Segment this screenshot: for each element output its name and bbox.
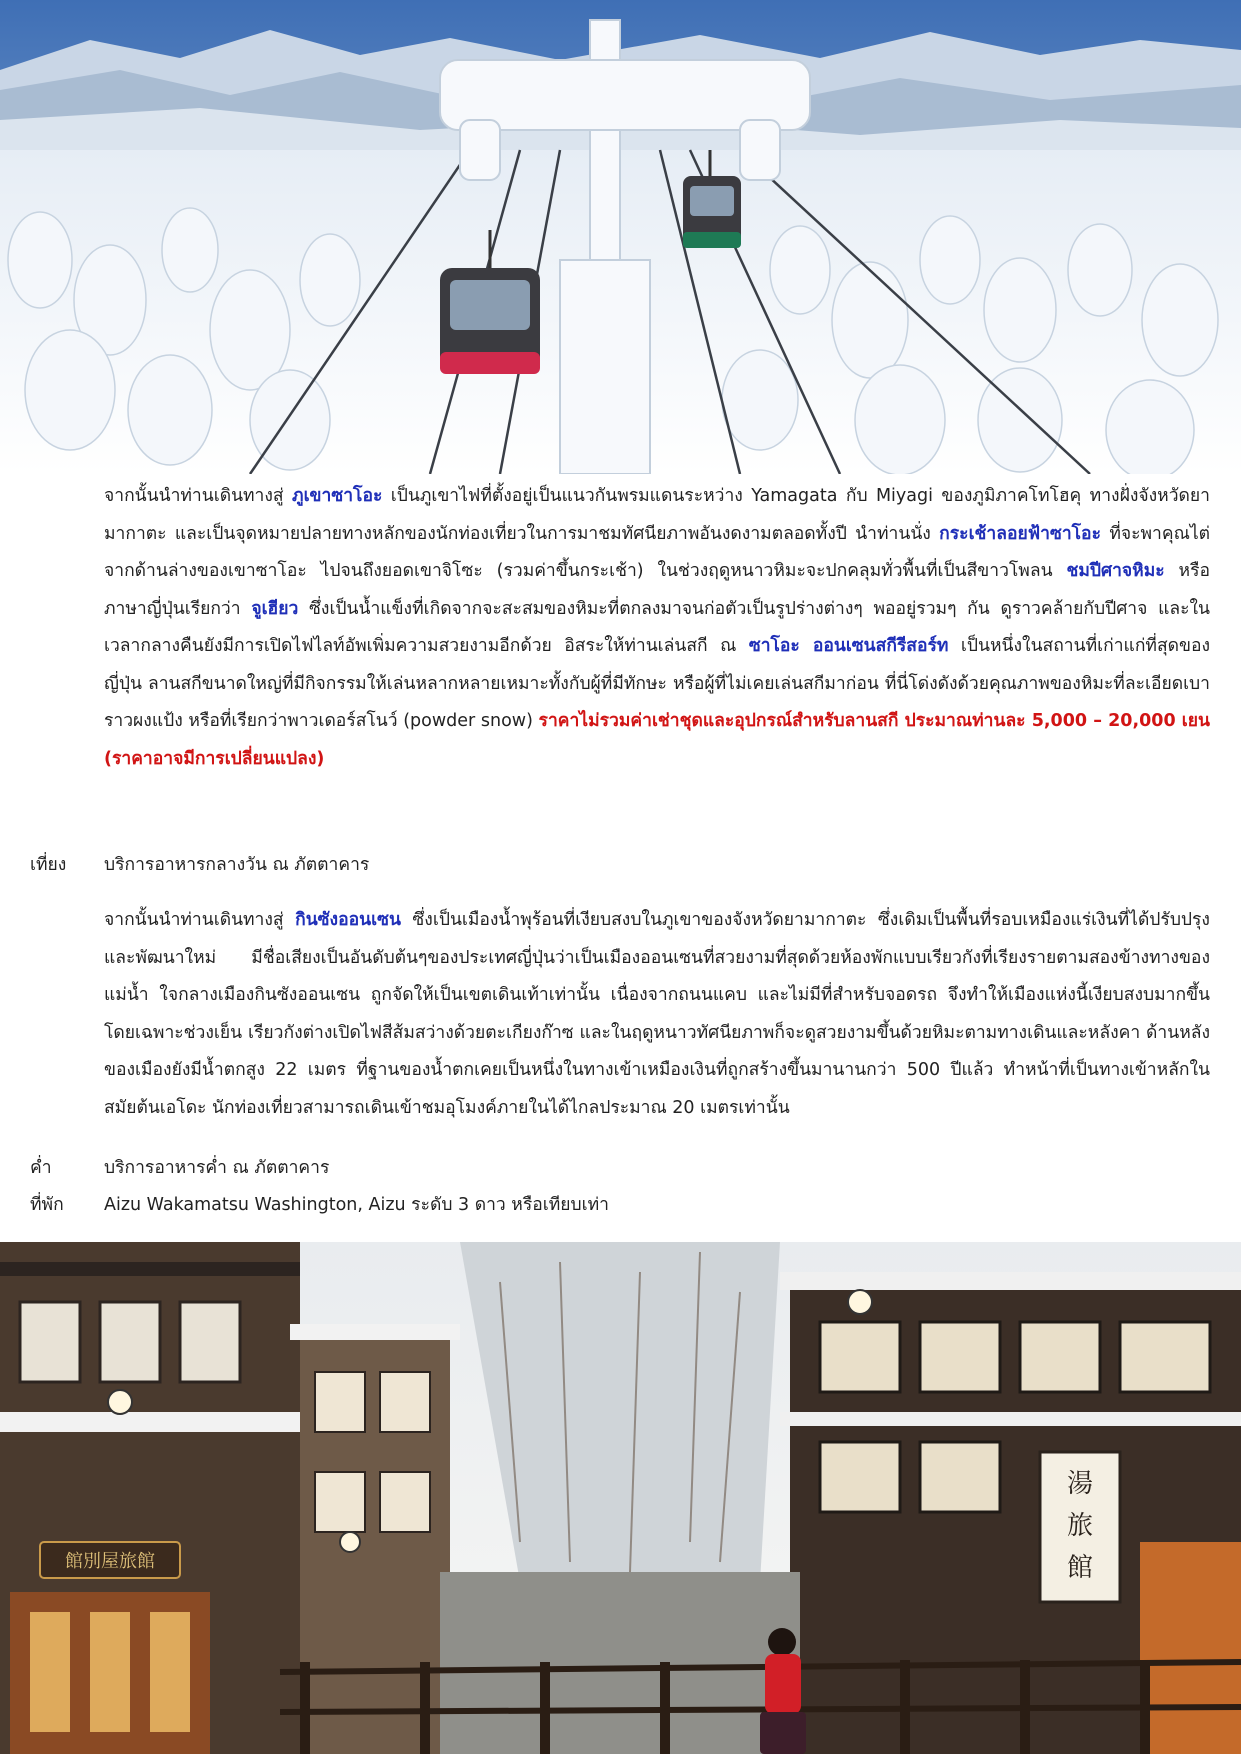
juhyo-highlight: จูเฮียว — [251, 598, 299, 619]
zao-text-c: ที่จะพาคุณไต่จากด้านล่างของเขาซาโอะ ไปจนถึงยอดเขาจิโซะ (รวมค่าขึ้นกระเช้า) ในช่วงฤดูหนาวหิมะจะปกคลุมทั่วพื้นที่เป็นสีขาวโพลน — [104, 523, 1210, 581]
zao-description — [104, 478, 1210, 778]
zao-ropeway-photo — [0, 0, 1241, 474]
zao-text-f: เป็นหนึ่งในสถานที่เก่าแก่ที่สุดของญี่ปุ่น ลานสกีขนาดใหญ่ที่มีกิจกรรมให้เล่นหลากหลายเหมาะทั้งกับผู้ที่มีทักษะ หรือผู้ที่ไม่เคยเล่นสกีมาก่อน ที่นี่โด่งดังด้วยคุณภาพของหิมะที่ละเอียดเบาราวผงแป้ง หรือที่เรียกว่าพาวเดอร์สโนว์ (powder snow) — [104, 636, 1211, 731]
right-sign-char-3: 館 — [1066, 1553, 1094, 1583]
lunch-label: เที่ยง — [30, 855, 67, 875]
right-sign-char-2: 旅 — [1066, 1511, 1094, 1541]
ginzan-text-a: จากนั้นนำท่านเดินทางสู่ — [104, 910, 296, 930]
right-signboard — [1040, 1452, 1120, 1602]
ginzan-onsen-highlight: กินซังออนเซน — [295, 910, 401, 930]
left-sign-text: 館別屋旅館 — [65, 1551, 155, 1572]
ski-price-note: ราคาไม่รวมค่าเช่าชุดและอุปกรณ์สำหรับลานสกี ประมาณท่านละ 5,000 – 20,000 เยน (ราคาอาจมีการเปลี่ยนแปลง) — [104, 711, 1211, 769]
lunch-value: บริการอาหารกลางวัน ณ ภัตตาคาร — [104, 855, 370, 875]
dinner-label: ค่ำ — [30, 1158, 52, 1178]
ginzan-onsen-illustration — [0, 1242, 1241, 1754]
ginzan-text-b: ซึ่งเป็นเมืองน้ำพุร้อนที่เงียบสงบในภูเขาของจังหวัดยามากาตะ ซึ่งเดิมเป็นพื้นที่รอบเหมืองแร่เงินที่ได้ปรับปรุงและพัฒนาใหม่ มีชื่อเสียงเป็นอันดับต้นๆของประเทศญี่ปุ่นว่าเป็นเมืองออนเซนที่สวยงามที่สุดด้วยห้องพักแบบเรียวกังที่เรียงรายตามสองข้างทางของแม่น้ำ ใจกลางเมืองกินซังออนเซน ถูกจัดให้เป็นเขตเดินเท้าเท่านั้น เนื่องจากถนนแคบ และไม่มีที่สำหรับจอดรถ จึงทำให้เมืองแห่งนี้เงียบสงบมากขึ้น โดยเฉพาะช่วงเย็น เรียวกังต่างเปิดไฟสีส้มสว่างด้วยตะเกียงก๊าซ และในฤดูหนาวทัศนียภาพก็จะดูสวยงามขึ้นด้วยหิมะตามทางเดินและหลังคา ด้านหลังของเมืองยังมีน้ำตกสูง 22 เมตร ที่ฐานของน้ำตกเคยเป็นหนึ่งในทางเข้าเหมืองเงินที่ถูกสร้างขึ้นมานานกว่า 500 ปีแล้ว ทำหน้าที่เป็นทางเข้าหลักในสมัยต้นเอโดะ นักท่องเที่ยวสามารถเดินเข้าชมอุโมงค์ภายในได้ไกลประมาณ 20 เมตรเท่านั้น — [104, 910, 1210, 1118]
zao-ropeway-highlight: กระเช้าลอยฟ้าซาโอะ — [939, 523, 1101, 544]
ginzan-description — [104, 902, 1210, 1127]
snow-monsters-highlight: ชมปีศาจหิมะ — [1066, 561, 1165, 581]
hotel-value: Aizu Wakamatsu Washington, Aizu ระดับ 3 ดาว หรือเทียบเท่า — [104, 1195, 609, 1215]
zao-text-e: ซึ่งเป็นน้ำแข็งที่เกิดจากจะสะสมของหิมะที่ตกลงมาจนก่อตัวเป็นรูปร่างต่างๆ พออยู่รวมๆ กัน ดูราวคล้ายกับปีศาจ และในเวลากลางคืนยังมีการเปิดไฟไลท์อัพเพิ่มความสวยงามอีกด้วย อิสระให้ท่านเล่นสกี ณ — [104, 598, 1211, 656]
ski-resort-highlight: ซาโอะ ออนเซนสกีรีสอร์ท — [748, 636, 949, 656]
ginzan-onsen-photo — [0, 1242, 1241, 1754]
zao-text-d: หรือภาษาญี่ปุ่นเรียกว่า — [104, 561, 1210, 619]
zao-text-b: เป็นภูเขาไฟที่ตั้งอยู่เป็นแนวกันพรมแดนระหว่าง Yamagata กับ Miyagi ของภูมิภาคโทโฮคุ ทางฝั่งจังหวัดยามากาตะ และเป็นจุดหมายปลายทางหลักของนักท่องเที่ยวในการมาชมทัศนียภาพอันงดงามตลอดทั้งปี นำท่านนั่ง — [104, 486, 1210, 544]
zao-ropeway-illustration — [0, 0, 1241, 474]
left-signboard — [40, 1542, 180, 1578]
zao-text-a: จากนั้นนำท่านเดินทางสู่ — [104, 486, 293, 506]
zao-mountain-highlight: ภูเขาซาโอะ — [292, 486, 383, 506]
hotel-label: ที่พัก — [30, 1195, 64, 1215]
right-sign-char-1: 湯 — [1066, 1469, 1094, 1499]
dinner-value: บริการอาหารค่ำ ณ ภัตตาคาร — [104, 1158, 330, 1178]
